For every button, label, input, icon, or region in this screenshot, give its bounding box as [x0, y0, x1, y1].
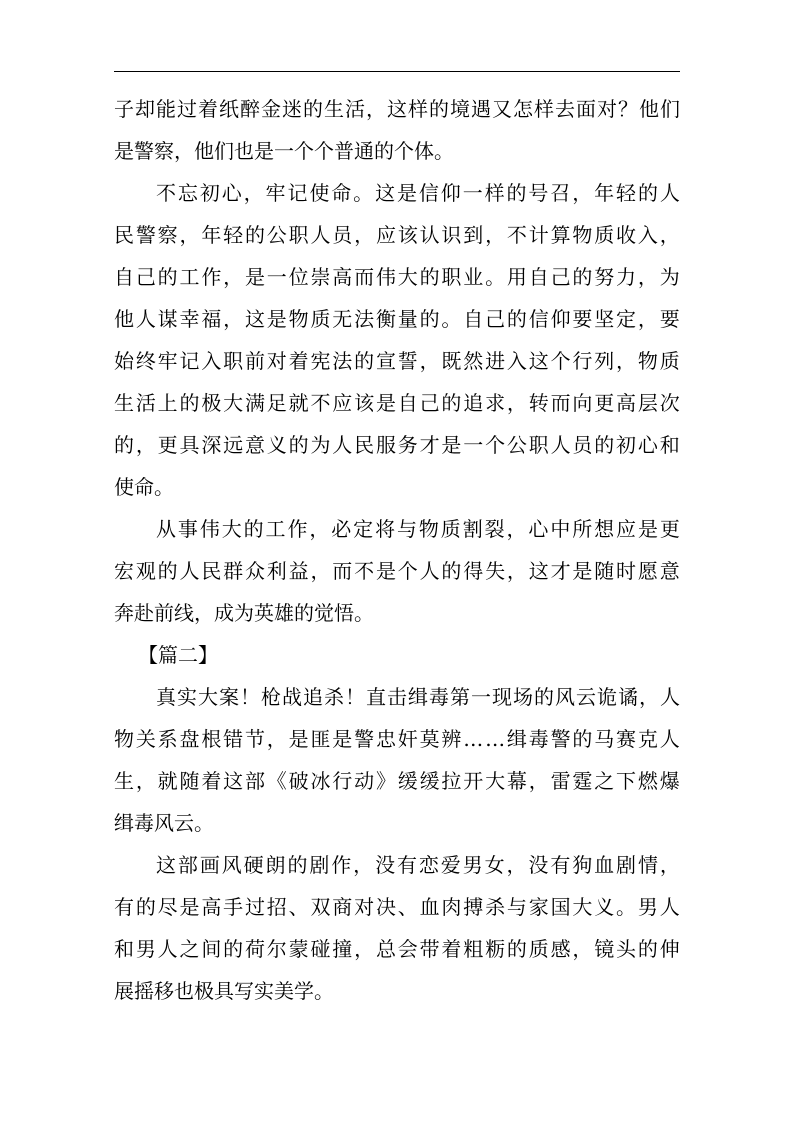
text-line: 奔赴前线，成为英雄的觉悟。 [114, 601, 374, 625]
text-line: 子 却 能 过 着 纸 醉 金 迷 的 生 活 ， 这 样 的 境 遇 又 怎 样 去 面 对 ？ 他 们 [114, 97, 680, 121]
header-rule [114, 71, 680, 72]
text-line: 生 活 上 的 极 大 满 足 就 不 应 该 是 自 己 的 追 求 ， 转 而 向 更 高 层 次 [114, 391, 680, 415]
text-line: 缉毒风云。 [114, 811, 214, 835]
text-line: 他 人 谋 幸 福 ， 这 是 物 质 无 法 衡 量 的 。 自 己 的 信 仰 要 坚 定 ， 要 [114, 307, 680, 331]
text-line: 宏 观 的 人 民 群 众 利 益 ， 而 不 是 个 人 的 得 失 ， 这 才 是 随 时 愿 意 [114, 559, 680, 583]
text-line: 的 ， 更 具 深 远 意 义 的 为 人 民 服 务 才 是 一 个 公 职 人 员 的 初 心 和 [114, 433, 680, 457]
text-line: 有 的 尽 是 高 手 过 招 、 双 商 对 决 、 血 肉 搏 杀 与 家 国 大 义 。 男 人 [114, 895, 680, 919]
paragraph-first-line: 不 忘 初 心 ， 牢 记 使 命 。 这 是 信 仰 一 样 的 号 召 ， 年 轻 的 人 [156, 181, 680, 205]
text-line: 是警察，他们也是一个个普通的个体。 [114, 139, 454, 163]
paragraph-first-line: 这 部 画 风 硬 朗 的 剧 作 ， 没 有 恋 爱 男 女 ， 没 有 狗 血 剧 情 ， [156, 853, 680, 877]
text-line: 始 终 牢 记 入 职 前 对 着 宪 法 的 宣 誓 ， 既 然 进 入 这 个 行 列 ， 物 质 [114, 349, 680, 373]
text-line: 自 己 的 工 作 ， 是 一 位 崇 高 而 伟 大 的 职 业 。 用 自 己 的 努 力 ， 为 [114, 265, 680, 289]
text-line: 物 关 系 盘 根 错 节 ， 是 匪 是 警 忠 奸 莫 辨 … … 缉 毒 警 的 马 赛 克 人 [114, 727, 680, 751]
section-heading: 【 篇 二 】 [138, 643, 218, 667]
document-body [114, 88, 680, 1012]
paragraph-first-line: 从 事 伟 大 的 工 作 ， 必 定 将 与 物 质 割 裂 ， 心 中 所 想 应 是 更 [156, 517, 680, 541]
text-line: 使命。 [114, 475, 174, 499]
text-line: 民 警 察 ， 年 轻 的 公 职 人 员 ， 应 该 认 识 到 ， 不 计 算 物 质 收 入 ， [114, 223, 680, 247]
text-line: 展摇移也极具写实美学。 [114, 979, 334, 1003]
text-line: 和 男 人 之 间 的 荷 尔 蒙 碰 撞 ， 总 会 带 着 粗 粝 的 质 感 ， 镜 头 的 伸 [114, 937, 680, 961]
paragraph-first-line: 真 实 大 案 ！ 枪 战 追 杀 ！ 直 击 缉 毒 第 一 现 场 的 风 云 诡 谲 ， 人 [156, 685, 680, 709]
text-line: 生 ， 就 随 着 这 部 《 破 冰 行 动 》 缓 缓 拉 开 大 幕 ， 雷 霆 之 下 燃 爆 [114, 769, 680, 793]
